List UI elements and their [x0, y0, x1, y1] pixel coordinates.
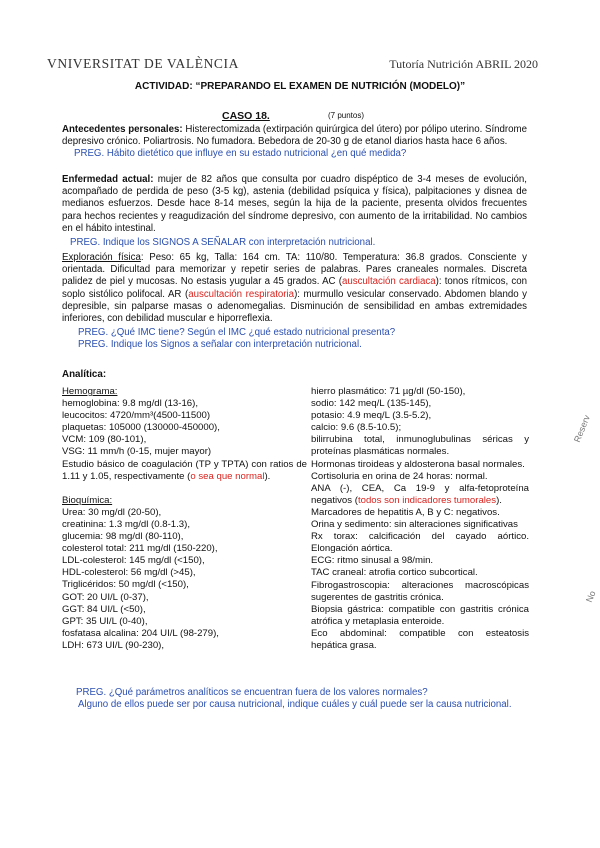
analitica-line: Marcadores de hepatitis A, B y C: negativos.	[311, 506, 500, 518]
coagulacion-red: o sea que normal	[190, 470, 265, 482]
bioquimica-line: Urea: 30 mg/dl (20-50),	[62, 506, 162, 518]
hemograma-label: Hemograma:	[62, 386, 118, 397]
question-2: PREG. Indique los SIGNOS A SEÑALAR con interpretación nutricional.	[70, 237, 376, 249]
question-5: PREG. ¿Qué parámetros analíticos se encuentran fuera de los valores normales?	[76, 687, 428, 698]
question-6: Alguno de ellos puede ser por causa nutricional, indique cuáles y cuál puede ser la causa nutricional.	[78, 699, 512, 710]
question-3: PREG. ¿Qué IMC tiene? Según el IMC ¿qué estado nutricional presenta?	[78, 327, 396, 339]
analitica-label: Analítica:	[62, 369, 107, 380]
question-1: PREG. Hábito dietético que influye en su estado nutricional ¿en qué medida?	[74, 148, 407, 160]
exploracion-paragraph	[62, 252, 527, 352]
coagulacion-main: Estudio básico de coagulación (TP y TPTA) con ratios de 1.11 y 1.05, respectivamente (	[62, 458, 307, 482]
cortisoluria-text: Cortisoluria en orina de 24 horas: normal.	[311, 470, 488, 482]
bioquimica-line: LDL-colesterol: 145 mg/dl (<150),	[62, 555, 205, 567]
fibrogastroscopia-text: Fibrogastroscopia: alteraciones macroscópicas sugerentes de gastritis crónica.	[311, 579, 529, 603]
bioquimica-line: GOT: 20 UI/L (0-37),	[62, 591, 149, 603]
coagulacion-end: ).	[264, 470, 271, 482]
bioquimica-line: HDL-colesterol: 56 mg/dl (>45),	[62, 567, 196, 579]
bioquimica-line: colesterol total: 211 mg/dl (150-220),	[62, 543, 218, 555]
bioquimica-line: glucemia: 98 mg/dl (80-110),	[62, 531, 184, 543]
exploracion-label: Exploración física	[62, 252, 141, 263]
exploracion-text-1: : Peso: 65 kg, Talla: 164 cm. TA: 110/80. Temperatura: 36.8 grados. Consciente y orientada. Dificultad para memorizar y repetir series de palabras. Pares craneales normales. Discreta palidez de piel y mucosas. No estasis yugular a 45 grados. AC (	[62, 252, 527, 288]
case-points: (7 puntos)	[328, 111, 365, 120]
hemograma-line: VCM: 109 (80-101),	[62, 434, 147, 446]
bioquimica-line: GPT: 35 UI/L (0-40),	[62, 615, 148, 627]
antecedentes-label: Antecedentes personales:	[62, 124, 183, 135]
analitica-line: potasio: 4.9 meq/L (3.5-5.2),	[311, 410, 432, 422]
exploracion-text-3: ): murmullo vesicular conservado. Abdomen blando y depresible, sin palparse masas o adenomegalias. Disminución de sensibilidad en ambas extremidades inferiores, con debilidad muscular e hiporreflexia.	[62, 288, 527, 325]
university-logo: VNIVERSITAT DE VALÈNCIA	[47, 56, 239, 71]
bioquimica-line: LDH: 673 UI/L (90-230),	[62, 639, 165, 651]
bioquimica-line: GGT: 84 UI/L (<50),	[62, 603, 146, 615]
enfermedad-paragraph	[62, 174, 527, 249]
ana-end: ).	[496, 494, 502, 506]
rx-torax-text: Rx torax: calcificación del cayado aórtico. Elongación aórtica.	[311, 531, 529, 555]
bioquimica-line: Triglicéridos: 50 mg/dl (<150),	[62, 579, 189, 591]
hemograma-line: plaquetas: 105000 (130000-450000),	[62, 422, 220, 434]
exploracion-red-1: auscultación cardiaca	[341, 276, 436, 288]
analitica-right-column	[311, 386, 529, 652]
bilirrubina-text: bilirrubina total, inmunoglubulinas séricas y proteínas plasmáticas normales.	[311, 434, 529, 458]
coagulacion-text	[62, 459, 307, 483]
antecedentes-text: Histerectomizada (extirpación quirúrgica del útero) por pólipo uterino. Síndrome depresivo crónico. Poliartrosis. No fumadora. Bebedora de 20-30 g de etanol diarios hasta hace 6 años.	[62, 124, 527, 148]
ana-red: todos son indicadores tumorales	[357, 494, 497, 506]
bioquimica-line: creatinina: 1.3 mg/dl (0.8-1.3),	[62, 518, 190, 530]
enfermedad-label: Enfermedad actual:	[62, 174, 154, 185]
ecg-text: ECG: ritmo sinusal a 98/min.	[311, 555, 434, 567]
ana-main: ANA (-), CEA, Ca 19-9 y alfa-fetoproteína negativos (	[311, 482, 529, 506]
tac-text: TAC craneal: atrofia cortico subcortical.	[311, 567, 478, 579]
analitica-line: hierro plasmático: 71 µg/dl (50-150),	[311, 386, 466, 397]
hemograma-line: leucocitos: 4720/mm³(4500-11500)	[62, 410, 211, 422]
watermark-text: Reserv	[572, 413, 592, 444]
case-title: CASO 18.	[222, 110, 270, 122]
question-4: PREG. Indique los Signos a señalar con interpretación nutricional.	[78, 339, 362, 351]
analitica-line: Orina y sedimento: sin alteraciones significativas	[311, 519, 518, 531]
bioquimica-line: fosfatasa alcalina: 204 UI/L (98-279),	[62, 627, 219, 639]
exploracion-text-2: ): tonos rítmicos, con soplo sistólico polifocal. AR (	[62, 276, 527, 300]
exploracion-red-2: auscultación respiratoria	[188, 288, 295, 300]
biopsia-text: Biopsia gástrica: compatible con gastritis crónica atrófica y metaplasia enteroide.	[311, 603, 529, 627]
activity-title: ACTIVIDAD: “PREPARANDO EL EXAMEN DE NUTRICIÓN (MODELO)”	[134, 81, 466, 92]
analitica-line: calcio: 9.6 (8.5-10.5);	[311, 422, 402, 434]
hormonas-text: Hormonas tiroideas y aldosterona basal normales.	[311, 458, 525, 470]
ana-text	[311, 483, 529, 507]
watermark-text: No	[584, 589, 598, 604]
bioquimica-label: Bioquímica:	[62, 494, 113, 506]
antecedentes-paragraph	[62, 124, 527, 161]
eco-abdominal-text: Eco abdominal: compatible con esteatosis hepática grasa.	[311, 627, 529, 651]
hemograma-line: VSG: 11 mm/h (0-15, mujer mayor)	[62, 446, 212, 458]
analitica-line: sodio: 142 meq/L (135-145),	[311, 398, 432, 410]
enfermedad-text: mujer de 82 años que consulta por cuadro dispéptico de 3-4 meses de evolución, acompañado de perdida de peso (3-5 kg), astenia (debilidad psíquica y física), palpitaciones y disnea de medianos esfuerzos. Desde hace 8-14 meses, según la hija de la paciente, presenta olvidos frecuentes para hechos recientes y reagudización del síndrome depresivo, con aumento de la irritabilidad. No cambios en el hábito intestinal.	[62, 174, 527, 234]
header-course-label: Tutoría Nutrición ABRIL 2020	[389, 57, 538, 71]
hemograma-line: hemoglobina: 9.8 mg/dl (13-16),	[62, 398, 198, 410]
analitica-left-column	[62, 386, 307, 652]
